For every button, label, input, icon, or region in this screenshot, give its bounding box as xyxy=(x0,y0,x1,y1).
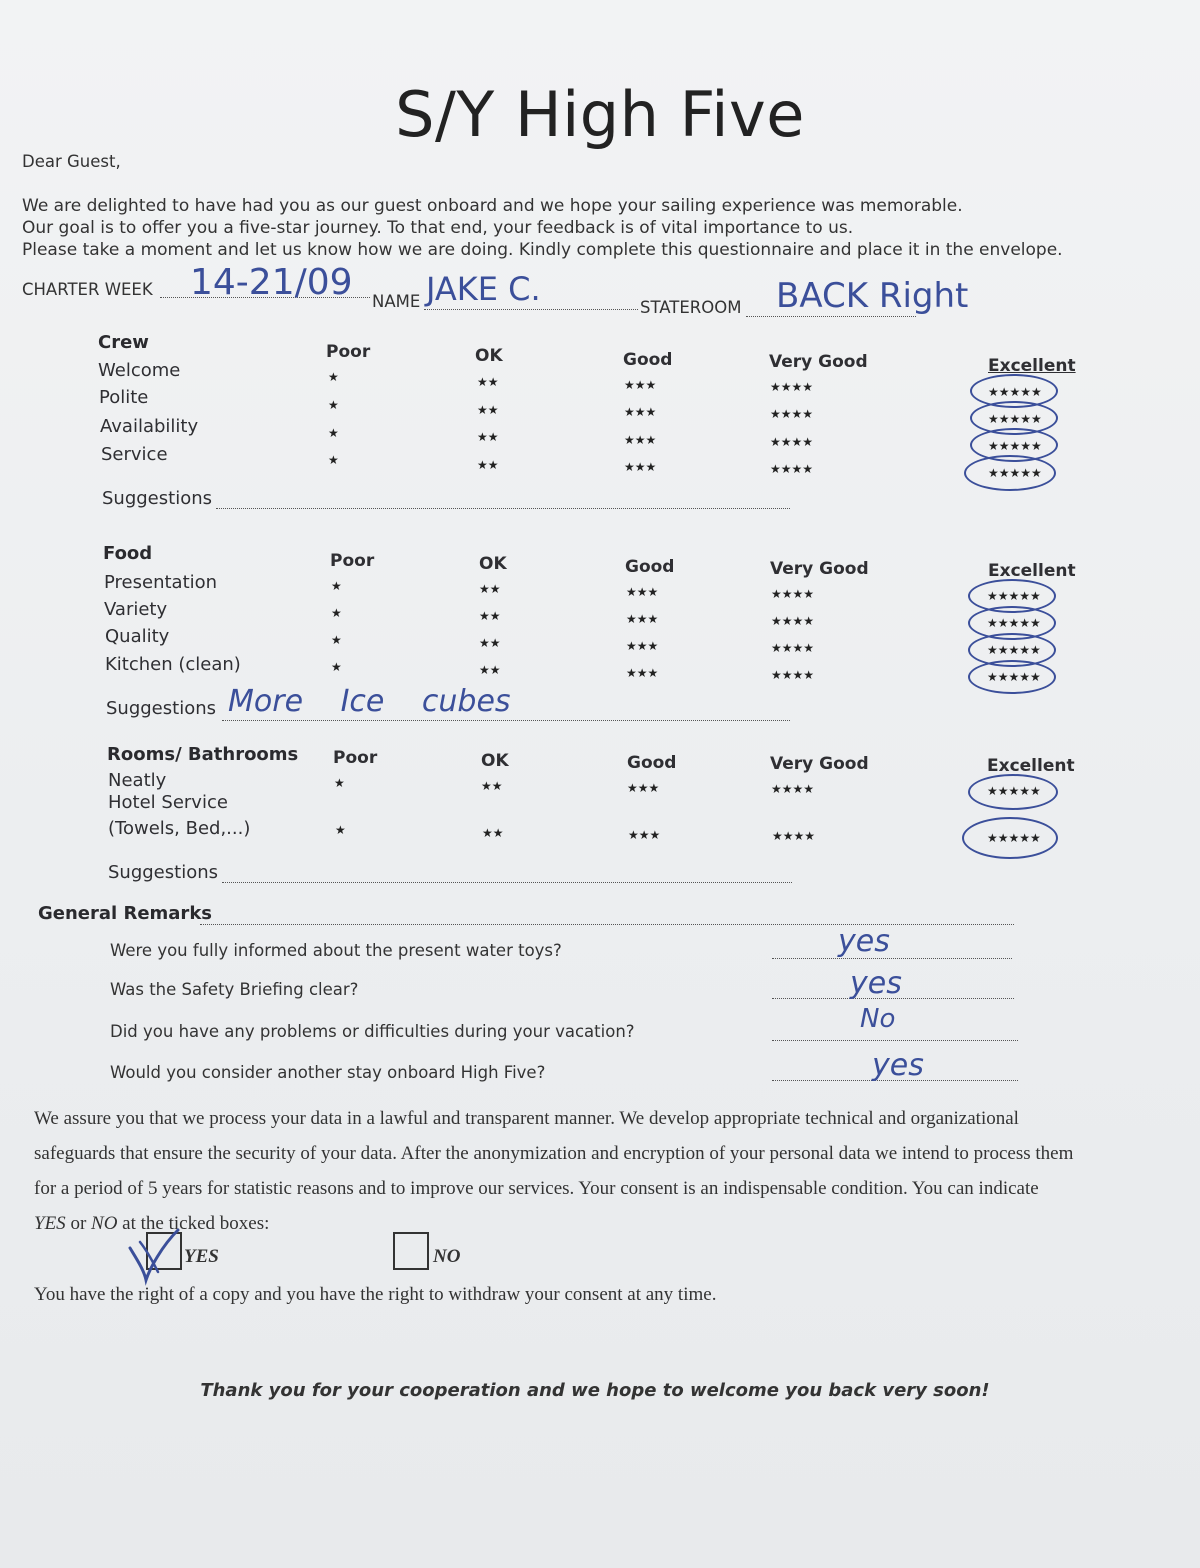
answer-safety-briefing[interactable]: yes xyxy=(850,966,902,1001)
rating-star-excellent[interactable]: ★★★★★ xyxy=(987,643,1041,657)
selected-circle xyxy=(962,817,1058,859)
rating-star-ok[interactable]: ★★ xyxy=(479,609,501,623)
rating-star-poor[interactable]: ★ xyxy=(328,426,339,440)
rating-star-good[interactable]: ★★★ xyxy=(624,405,657,419)
rating-star-very-good[interactable]: ★★★★ xyxy=(772,829,816,843)
question-safety-briefing: Was the Safety Briefing clear? xyxy=(110,980,359,999)
rating-star-ok[interactable]: ★★ xyxy=(479,582,501,596)
answer-line xyxy=(772,1040,1018,1041)
rating-star-ok[interactable]: ★★ xyxy=(477,430,499,444)
rooms-item-hotel-service: Hotel Service xyxy=(108,792,228,813)
privacy-line-4 xyxy=(34,1206,1134,1241)
rating-star-very-good[interactable]: ★★★★ xyxy=(770,435,814,449)
rating-star-excellent[interactable]: ★★★★★ xyxy=(988,412,1042,426)
rooms-header-ok: OK xyxy=(481,751,509,771)
rating-star-poor[interactable]: ★ xyxy=(335,823,346,837)
rating-star-very-good[interactable]: ★★★★ xyxy=(770,380,814,394)
rating-star-good[interactable]: ★★★ xyxy=(626,612,659,626)
rating-star-excellent[interactable]: ★★★★★ xyxy=(988,439,1042,453)
rating-star-good[interactable]: ★★★ xyxy=(628,828,661,842)
rating-star-very-good[interactable]: ★★★★ xyxy=(771,668,815,682)
name-label: NAME xyxy=(372,292,421,311)
stateroom-label: STATEROOM xyxy=(640,298,742,317)
rating-star-excellent[interactable]: ★★★★★ xyxy=(987,589,1041,603)
intro-line-3: Please take a moment and let us know how we are doing. Kindly complete this questionnaire and place it in the envelope. xyxy=(22,240,1063,260)
rooms-item-towels: (Towels, Bed,...) xyxy=(108,818,251,839)
rooms-header-good: Good xyxy=(627,753,677,773)
rooms-header-very-good: Very Good xyxy=(770,754,869,774)
rating-star-excellent[interactable]: ★★★★★ xyxy=(988,466,1042,480)
thank-you-note: Thank you for your cooperation and we hope to welcome you back very soon! xyxy=(200,1380,990,1401)
rating-star-ok[interactable]: ★★ xyxy=(481,779,503,793)
rating-star-good[interactable]: ★★★ xyxy=(624,378,657,392)
privacy-line-1: We assure you that we process your data in a lawful and transparent manner. We develop appropriate technical and organizational xyxy=(34,1108,1019,1129)
rating-star-good[interactable]: ★★★ xyxy=(626,639,659,653)
rating-star-excellent[interactable]: ★★★★★ xyxy=(987,616,1041,630)
food-item-variety: Variety xyxy=(104,599,168,620)
rating-star-good[interactable]: ★★★ xyxy=(626,585,659,599)
crew-item-availability: Availability xyxy=(100,416,199,437)
withdraw-consent-text: You have the right of a copy and you have the right to withdraw your consent at any time. xyxy=(34,1284,717,1305)
rooms-header-excellent: Excellent xyxy=(987,756,1075,776)
rooms-suggestions-line[interactable] xyxy=(222,882,792,883)
food-item-presentation: Presentation xyxy=(104,572,218,593)
privacy-line-2: safeguards that ensure the security of your data. After the anonymization and encryption of your personal data we intend to process them xyxy=(34,1143,1074,1164)
rating-star-good[interactable]: ★★★ xyxy=(626,666,659,680)
rating-star-excellent[interactable]: ★★★★★ xyxy=(987,784,1041,798)
rating-star-poor[interactable]: ★ xyxy=(331,660,342,674)
rating-star-poor[interactable]: ★ xyxy=(328,453,339,467)
crew-header-very-good: Very Good xyxy=(769,352,868,372)
selected-circle xyxy=(964,455,1056,491)
rating-star-good[interactable]: ★★★ xyxy=(624,433,657,447)
rating-star-ok[interactable]: ★★ xyxy=(482,826,504,840)
selected-circle xyxy=(968,774,1058,810)
food-header-excellent: Excellent xyxy=(988,561,1076,581)
rating-star-poor[interactable]: ★ xyxy=(331,579,342,593)
rating-star-poor[interactable]: ★ xyxy=(328,398,339,412)
crew-header-poor: Poor xyxy=(326,342,371,362)
consent-no-label: NO xyxy=(433,1246,461,1267)
crew-header-good: Good xyxy=(623,350,673,370)
rooms-header-poor: Poor xyxy=(333,748,378,768)
stateroom-value[interactable]: BACK Right xyxy=(776,276,969,316)
intro-line-1: We are delighted to have had you as our guest onboard and we hope your sailing experience was memorable. xyxy=(22,196,963,216)
privacy-line-4-rest: at the ticked boxes: xyxy=(117,1213,270,1234)
page-title: S/Y High Five xyxy=(395,78,805,151)
answer-water-toys[interactable]: yes xyxy=(838,924,890,959)
privacy-or-word: or xyxy=(65,1213,92,1234)
crew-header-ok: OK xyxy=(475,346,503,366)
consent-no-checkbox[interactable] xyxy=(393,1232,429,1270)
answer-line xyxy=(772,958,1012,959)
food-item-quality: Quality xyxy=(105,626,170,647)
privacy-line-3: for a period of 5 years for statistic reasons and to improve our services. Your consent is an indispensable condition. You can indicate xyxy=(34,1178,1039,1199)
crew-item-service: Service xyxy=(101,444,168,465)
question-another-stay: Would you consider another stay onboard High Five? xyxy=(110,1063,546,1082)
rating-star-ok[interactable]: ★★ xyxy=(479,636,501,650)
selected-circle xyxy=(968,660,1056,694)
rooms-suggestions-label: Suggestions xyxy=(108,862,218,883)
privacy-yes-word: YES xyxy=(34,1213,66,1234)
rating-star-very-good[interactable]: ★★★★ xyxy=(771,641,815,655)
stateroom-line xyxy=(746,316,916,317)
rating-star-ok[interactable]: ★★ xyxy=(477,375,499,389)
charter-week-value[interactable]: 14-21/09 xyxy=(190,262,353,303)
rating-star-ok[interactable]: ★★ xyxy=(477,403,499,417)
food-suggestions-value[interactable]: More Ice cubes xyxy=(228,684,511,719)
rating-star-very-good[interactable]: ★★★★ xyxy=(771,782,815,796)
food-header-ok: OK xyxy=(479,554,507,574)
rating-star-poor[interactable]: ★ xyxy=(331,633,342,647)
privacy-no-word: NO xyxy=(91,1213,118,1234)
rating-star-poor[interactable]: ★ xyxy=(331,606,342,620)
crew-suggestions-line[interactable] xyxy=(216,508,790,509)
answer-problems[interactable]: No xyxy=(860,1004,896,1034)
food-item-kitchen: Kitchen (clean) xyxy=(105,654,241,675)
consent-yes-checkbox[interactable] xyxy=(146,1232,182,1270)
rating-star-ok[interactable]: ★★ xyxy=(479,663,501,677)
food-suggestions-line[interactable] xyxy=(222,720,790,721)
rating-star-poor[interactable]: ★ xyxy=(328,370,339,384)
food-suggestions-label: Suggestions xyxy=(106,698,216,719)
name-value[interactable]: JAKE C. xyxy=(426,270,541,308)
food-header-very-good: Very Good xyxy=(770,559,869,579)
rating-star-excellent[interactable]: ★★★★★ xyxy=(987,831,1041,845)
rooms-item-neatly: Neatly xyxy=(108,770,167,791)
rating-star-very-good[interactable]: ★★★★ xyxy=(770,462,814,476)
crew-header-excellent: Excellent xyxy=(988,356,1076,376)
rooms-title: Rooms/ Bathrooms xyxy=(107,744,299,765)
intro-line-2: Our goal is to offer you a five-star journey. To that end, your feedback is of vital importance to us. xyxy=(22,218,854,238)
rating-star-very-good[interactable]: ★★★★ xyxy=(771,587,815,601)
general-remarks-title: General Remarks xyxy=(38,903,212,924)
general-remarks-line[interactable] xyxy=(200,924,1014,925)
rating-star-ok[interactable]: ★★ xyxy=(477,458,499,472)
charter-week-label: CHARTER WEEK xyxy=(22,280,153,299)
answer-another-stay[interactable]: yes xyxy=(872,1048,924,1083)
rating-star-excellent[interactable]: ★★★★★ xyxy=(988,385,1042,399)
consent-yes-label: YES xyxy=(184,1246,219,1267)
rating-star-very-good[interactable]: ★★★★ xyxy=(771,614,815,628)
greeting: Dear Guest, xyxy=(22,152,121,171)
rating-star-very-good[interactable]: ★★★★ xyxy=(770,407,814,421)
crew-suggestions-label: Suggestions xyxy=(102,488,212,509)
rating-star-poor[interactable]: ★ xyxy=(334,776,345,790)
crew-title: Crew xyxy=(98,332,149,353)
crew-item-polite: Polite xyxy=(99,387,149,408)
rating-star-good[interactable]: ★★★ xyxy=(627,781,660,795)
food-header-poor: Poor xyxy=(330,551,375,571)
question-problems: Did you have any problems or difficulties during your vacation? xyxy=(110,1022,635,1041)
food-title: Food xyxy=(103,543,153,564)
crew-item-welcome: Welcome xyxy=(98,360,181,381)
question-water-toys: Were you fully informed about the present water toys? xyxy=(110,941,562,960)
food-header-good: Good xyxy=(625,557,675,577)
name-line xyxy=(424,309,638,310)
rating-star-good[interactable]: ★★★ xyxy=(624,460,657,474)
rating-star-excellent[interactable]: ★★★★★ xyxy=(987,670,1041,684)
